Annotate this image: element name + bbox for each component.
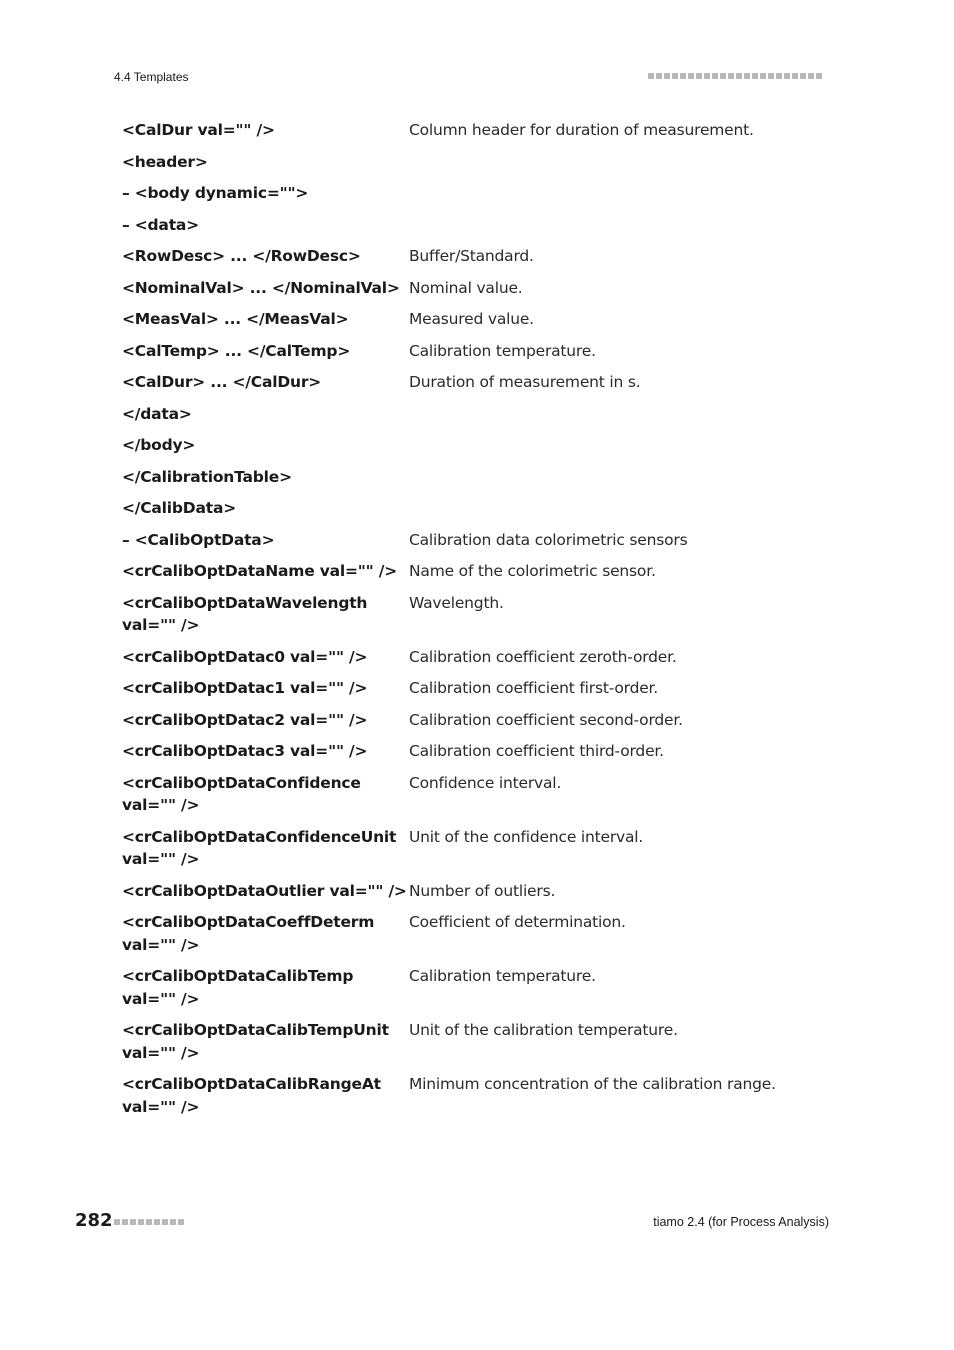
row-term: <crCalibOptDataCalibRangeAt val="" /> (122, 1075, 381, 1116)
row-term: <MeasVal> ... </MeasVal> (122, 310, 349, 328)
row-term: </data> (122, 404, 192, 423)
table-row (122, 371, 842, 394)
row-term: <RowDesc> ... </RowDesc> (122, 247, 361, 265)
row-term: <crCalibOptDataConfidenceUnit val="" /> (122, 827, 397, 868)
table-row (122, 826, 842, 871)
row-term: <crCalibOptDataCalibTemp val="" /> (122, 967, 354, 1008)
row-description (409, 403, 842, 426)
table-row (122, 772, 842, 817)
row-description (409, 497, 842, 520)
row-description (409, 434, 842, 457)
table-row (122, 1073, 842, 1118)
row-description: Calibration coefficient third-order. (409, 742, 664, 760)
row-term: <crCalibOptDataWavelength val="" /> (122, 593, 368, 634)
row-description: Column header for duration of measurement. (409, 121, 754, 139)
header-decorative-dots (648, 73, 822, 79)
row-term: – <body dynamic=""> (122, 184, 309, 202)
table-row (122, 340, 842, 363)
row-term: – <CalibOptData> (122, 530, 275, 549)
table-row (122, 151, 842, 174)
row-term: – <data> (122, 215, 199, 234)
row-description: Calibration coefficient first-order. (409, 679, 659, 697)
row-description: Name of the colorimetric sensor. (409, 562, 656, 580)
row-term: <crCalibOptDatac2 val="" /> (122, 710, 368, 729)
table-row (122, 592, 842, 637)
table-row (122, 277, 842, 300)
row-term: <crCalibOptDatac3 val="" /> (122, 742, 368, 760)
running-header-section: 4.4 Templates (114, 70, 189, 84)
row-description: Calibration data colorimetric sensors (409, 530, 688, 549)
row-term: <crCalibOptDataName val="" /> (122, 562, 398, 580)
row-description: Measured value. (409, 310, 534, 328)
table-row (122, 466, 842, 489)
row-description (409, 151, 842, 174)
table-row (122, 965, 842, 1010)
row-term: <header> (122, 152, 208, 171)
row-term: <crCalibOptDatac1 val="" /> (122, 679, 368, 697)
row-term: <crCalibOptDataCalibTempUnit val="" /> (122, 1021, 389, 1062)
table-row (122, 182, 842, 205)
row-description (409, 466, 842, 489)
row-description: Wavelength. (409, 593, 504, 612)
row-description: Duration of measurement in s. (409, 373, 641, 391)
table-row (122, 434, 842, 457)
table-row (122, 911, 842, 956)
row-term: <CalDur> ... </CalDur> (122, 373, 322, 391)
table-row (122, 119, 842, 142)
definition-table (122, 119, 842, 1127)
row-description: Calibration coefficient zeroth-order. (409, 647, 677, 666)
row-description: Calibration coefficient second-order. (409, 710, 683, 729)
row-description (409, 214, 842, 237)
table-row (122, 709, 842, 732)
row-term: </CalibrationTable> (122, 467, 292, 486)
row-description: Buffer/Standard. (409, 247, 534, 265)
footer-decorative-dots (114, 1219, 184, 1225)
table-row (122, 214, 842, 237)
row-term: </CalibData> (122, 499, 236, 517)
table-row (122, 646, 842, 669)
table-row (122, 880, 842, 903)
footer-document-title: tiamo 2.4 (for Process Analysis) (653, 1215, 829, 1229)
row-term: <crCalibOptDataCoeffDeterm val="" /> (122, 913, 375, 954)
row-term: </body> (122, 436, 196, 454)
table-row (122, 497, 842, 520)
table-row (122, 308, 842, 331)
table-row (122, 403, 842, 426)
row-description: Unit of the confidence interval. (409, 827, 644, 846)
row-term: <crCalibOptDatac0 val="" /> (122, 647, 368, 666)
row-term: <crCalibOptDataOutlier val="" /> (122, 881, 407, 900)
table-row (122, 740, 842, 763)
row-term: <NominalVal> ... </NominalVal> (122, 278, 400, 297)
table-row (122, 677, 842, 700)
table-row (122, 560, 842, 583)
page-number: 282 (75, 1210, 113, 1231)
table-row (122, 529, 842, 552)
row-term: <CalDur val="" /> (122, 121, 275, 139)
row-description: Calibration temperature. (409, 341, 596, 360)
row-description (409, 182, 842, 205)
row-description: Minimum concentration of the calibration range. (409, 1075, 776, 1093)
table-row (122, 1019, 842, 1064)
row-description: Nominal value. (409, 278, 523, 297)
row-description: Confidence interval. (409, 773, 562, 792)
row-term: <crCalibOptDataConfidence val="" /> (122, 773, 361, 814)
row-description: Coefficient of determination. (409, 913, 626, 931)
row-description: Calibration temperature. (409, 967, 596, 985)
row-description: Number of outliers. (409, 881, 556, 900)
row-description: Unit of the calibration temperature. (409, 1021, 678, 1039)
row-term: <CalTemp> ... </CalTemp> (122, 341, 351, 360)
table-row (122, 245, 842, 268)
